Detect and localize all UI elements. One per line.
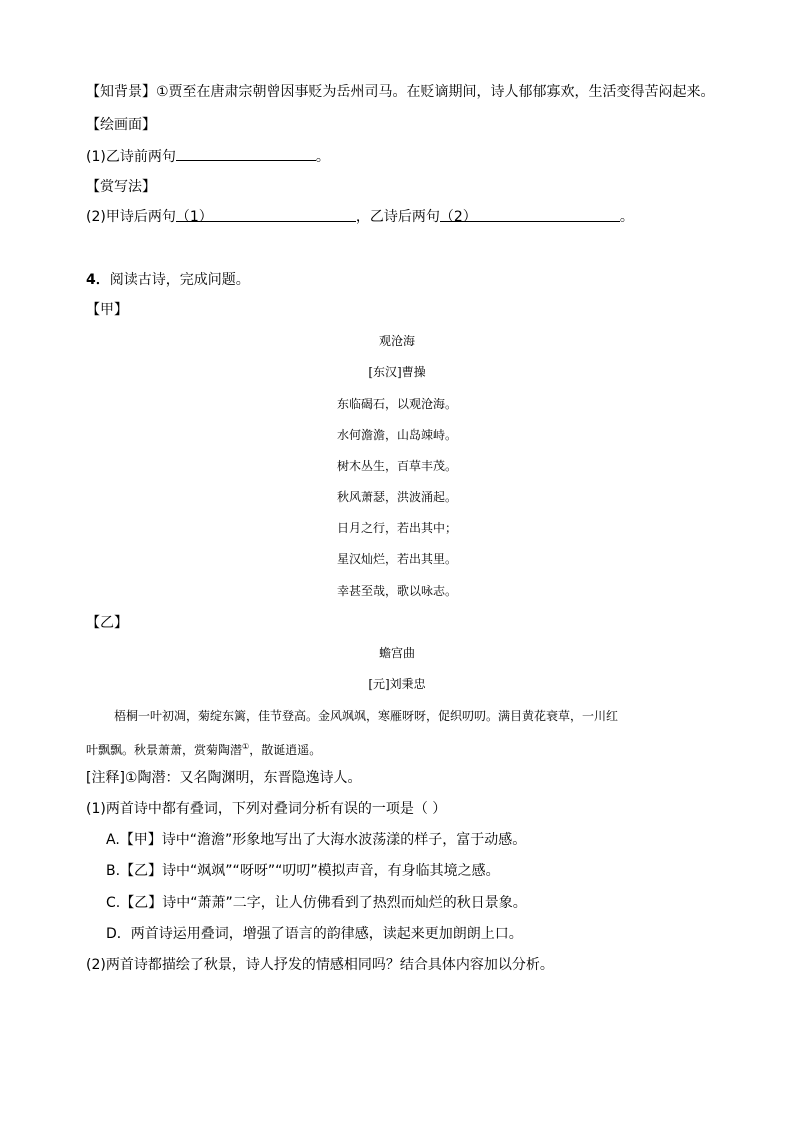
poem-2-line-1: 梧桐一叶初凋，菊绽东篱，佳节登高。金风飒飒，寒雁呀呀，促织叨叨。满目黄花衰草，一川红 (114, 709, 619, 723)
poem-1-line: 水何澹澹，山岛竦峙。 (336, 428, 457, 442)
footnote-marker: ① (242, 742, 250, 751)
option-a[interactable]: A.【甲】诗中“澹澹”形象地写出了大海水波荡漾的样子，富于动感。 (106, 832, 527, 848)
blank-2-number: （1） (175, 209, 213, 225)
poem-1-line: 星汉灿烂，若出其里。 (336, 552, 457, 566)
question-1-end: 。 (315, 149, 330, 165)
blank-3-number: （2） (439, 209, 477, 225)
poem-1-line: 秋风萧瑟，洪波涌起。 (336, 490, 457, 504)
answer-blank-1[interactable] (176, 146, 316, 161)
poem-1-line: 树木丛生，百草丰茂。 (336, 459, 457, 473)
jia-label: 【甲】 (86, 302, 128, 318)
poem-1-line: 日月之行，若出其中； (336, 521, 457, 535)
background-text: ①贾至在唐肃宗朝曾因事贬为岳州司马。在贬谪期间，诗人郁郁寡欢，生活变得苦闷起来。 (156, 84, 715, 100)
poem-2-author: [元]刘秉忠 (368, 677, 426, 691)
sub-question-2: (2)两首诗都描绘了秋景，诗人抒发的情感相同吗？结合具体内容加以分析。 (86, 957, 554, 973)
question-prompt: 阅读古诗，完成问题。 (109, 272, 250, 288)
poem-1-line: 东临碣石，以观沧海。 (336, 397, 457, 411)
poem-2-title: 蟾宫曲 (378, 646, 415, 660)
background-label: 【知背景】 (86, 84, 156, 100)
question-1-text: (1)乙诗前两句 (86, 149, 176, 165)
option-d[interactable]: D．两首诗运用叠词，增强了语言的韵律感，读起来更加朗朗上口。 (106, 926, 523, 942)
draw-label: 【绘画面】 (86, 117, 156, 133)
question-2-end: 。 (619, 209, 634, 225)
question-2-text: (2)甲诗后两句 (86, 209, 176, 225)
question-number: 4． (86, 272, 110, 288)
sub-question-1: (1)两首诗中都有叠词，下列对叠词分析有误的一项是（ ） (86, 801, 447, 817)
poem-1-author: [东汉]曹操 (368, 365, 426, 379)
question-4-heading (86, 270, 250, 290)
background-line (86, 82, 715, 102)
poem-2-line-2 (86, 738, 321, 759)
method-label: 【赏写法】 (86, 179, 156, 195)
answer-blank-2[interactable] (175, 207, 356, 225)
option-c[interactable]: C.【乙】诗中“萧萧”二字，让人仿佛看到了热烈而灿烂的秋日景象。 (106, 895, 527, 911)
answer-blank-3[interactable] (439, 207, 620, 225)
question-2-line (86, 207, 634, 227)
annotation-note: [注释]①陶潜：又名陶渊明，东晋隐逸诗人。 (86, 770, 362, 786)
question-1-line (86, 146, 330, 167)
question-2-mid: ，乙诗后两句 (355, 209, 440, 225)
poem-2-line-2-text: 叶飘飘。秋景萧萧，赏菊陶潜 (86, 743, 243, 757)
poem-1-title: 观沧海 (378, 334, 415, 348)
option-b[interactable]: B.【乙】诗中“飒飒”“呀呀”“叨叨”模拟声音，有身临其境之感。 (106, 863, 500, 879)
poem-1-line: 幸甚至哉，歌以咏志。 (336, 584, 457, 598)
yi-label: 【乙】 (86, 615, 128, 631)
poem-2-line-2-end: ，散诞逍遥。 (249, 743, 322, 757)
